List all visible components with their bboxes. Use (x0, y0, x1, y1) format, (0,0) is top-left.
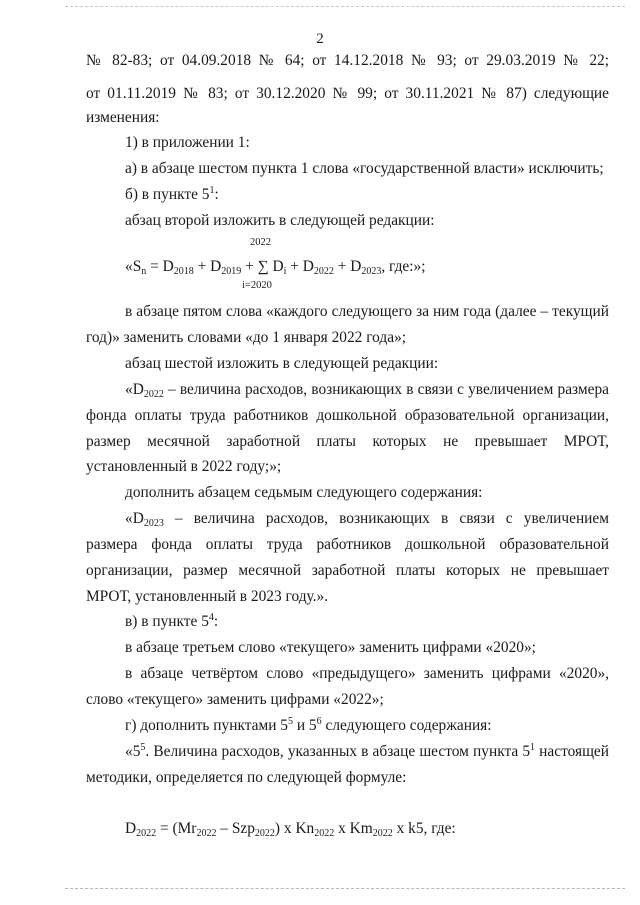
scan-edge-bottom (65, 888, 625, 889)
text-line: в абзаце пятом слова «каждого следующего за ним года (далее – текущий (125, 303, 609, 320)
text-line: в абзаце третьем слово «текущего» заменить цифрами «2020»; (125, 639, 536, 656)
text-line: б) в пункте $5^1$: (125, 185, 219, 203)
text-line: МРОТ, установленный в 2023 году.». (86, 588, 329, 605)
text-line: в) в пункте $5^4$: (125, 612, 219, 630)
formula-sn: «$S_n = D_{2018} + D_{2019}$ + ∑ $D_i + D_{2022} + D_{2023}$, где:»; (125, 258, 426, 277)
text-line: «$D_{2022}$ – величина расходов, возникающих в связи с увеличением размера (125, 381, 609, 400)
formula-d2022: $D_{2022} = (Mr_{2022} - Szp_{2022})$ x $Kn_{2022}$ x $Km_{2022}$ x k5, где: (125, 820, 456, 839)
text-line: «$5^5$. Величина расходов, указанных в абзаце шестом пункта $5^1$ настоящей (125, 742, 609, 760)
text-line: установленный в 2022 году;»; (86, 458, 282, 475)
page-number: 2 (316, 31, 324, 47)
text-line: изменения: (86, 109, 160, 126)
text-line: размер месячной заработной платы которых не превышает МРОТ, (86, 433, 609, 450)
text-line: от 01.11.2019 № 83; от 30.12.2020 № 99; от 30.11.2021 № 87) следующие (86, 85, 609, 102)
text-line: 1) в приложении 1: (125, 134, 250, 151)
text-line: методики, определяется по следующей формуле: (86, 769, 407, 786)
text-line: абзац шестой изложить в следующей редакции: (125, 355, 439, 372)
text-line: дополнить абзацем седьмым следующего содержания: (125, 484, 483, 501)
scan-edge-top (65, 6, 625, 7)
text-line: год)» заменить словами «до 1 января 2022 года»; (86, 329, 407, 346)
text-line: № 82-83; от 04.09.2018 № 64; от 14.12.2018 № 93; от 29.03.2019 № 22; (86, 52, 609, 69)
text-line: организации, размер месячной заработной платы которых не превышает (86, 562, 609, 579)
text-line: г) дополнить пунктами $5^5$ и $5^6$ следующего содержания: (125, 716, 492, 734)
text-line: фонда оплаты труда работников дошкольной образовательной организации, (86, 407, 609, 424)
formula-upper-limit: 2022 (250, 237, 271, 248)
text-line: размера фонда оплаты труда работников дошкольной образовательной (86, 536, 609, 553)
text-line: абзац второй изложить в следующей редакции: (125, 212, 435, 229)
text-line: «$D_{2023}$ – величина расходов, возникающих в связи с увеличением (125, 510, 609, 529)
text-line: слово «текущего» заменить цифрами «2022»; (86, 691, 384, 708)
formula-lower-limit: i=2020 (242, 280, 272, 291)
text-line: в абзаце четвёртом слово «предыдущего» заменить цифрами «2020», (125, 665, 609, 682)
text-line: а) в абзаце шестом пункта 1 слова «государственной власти» исключить; (125, 160, 604, 177)
